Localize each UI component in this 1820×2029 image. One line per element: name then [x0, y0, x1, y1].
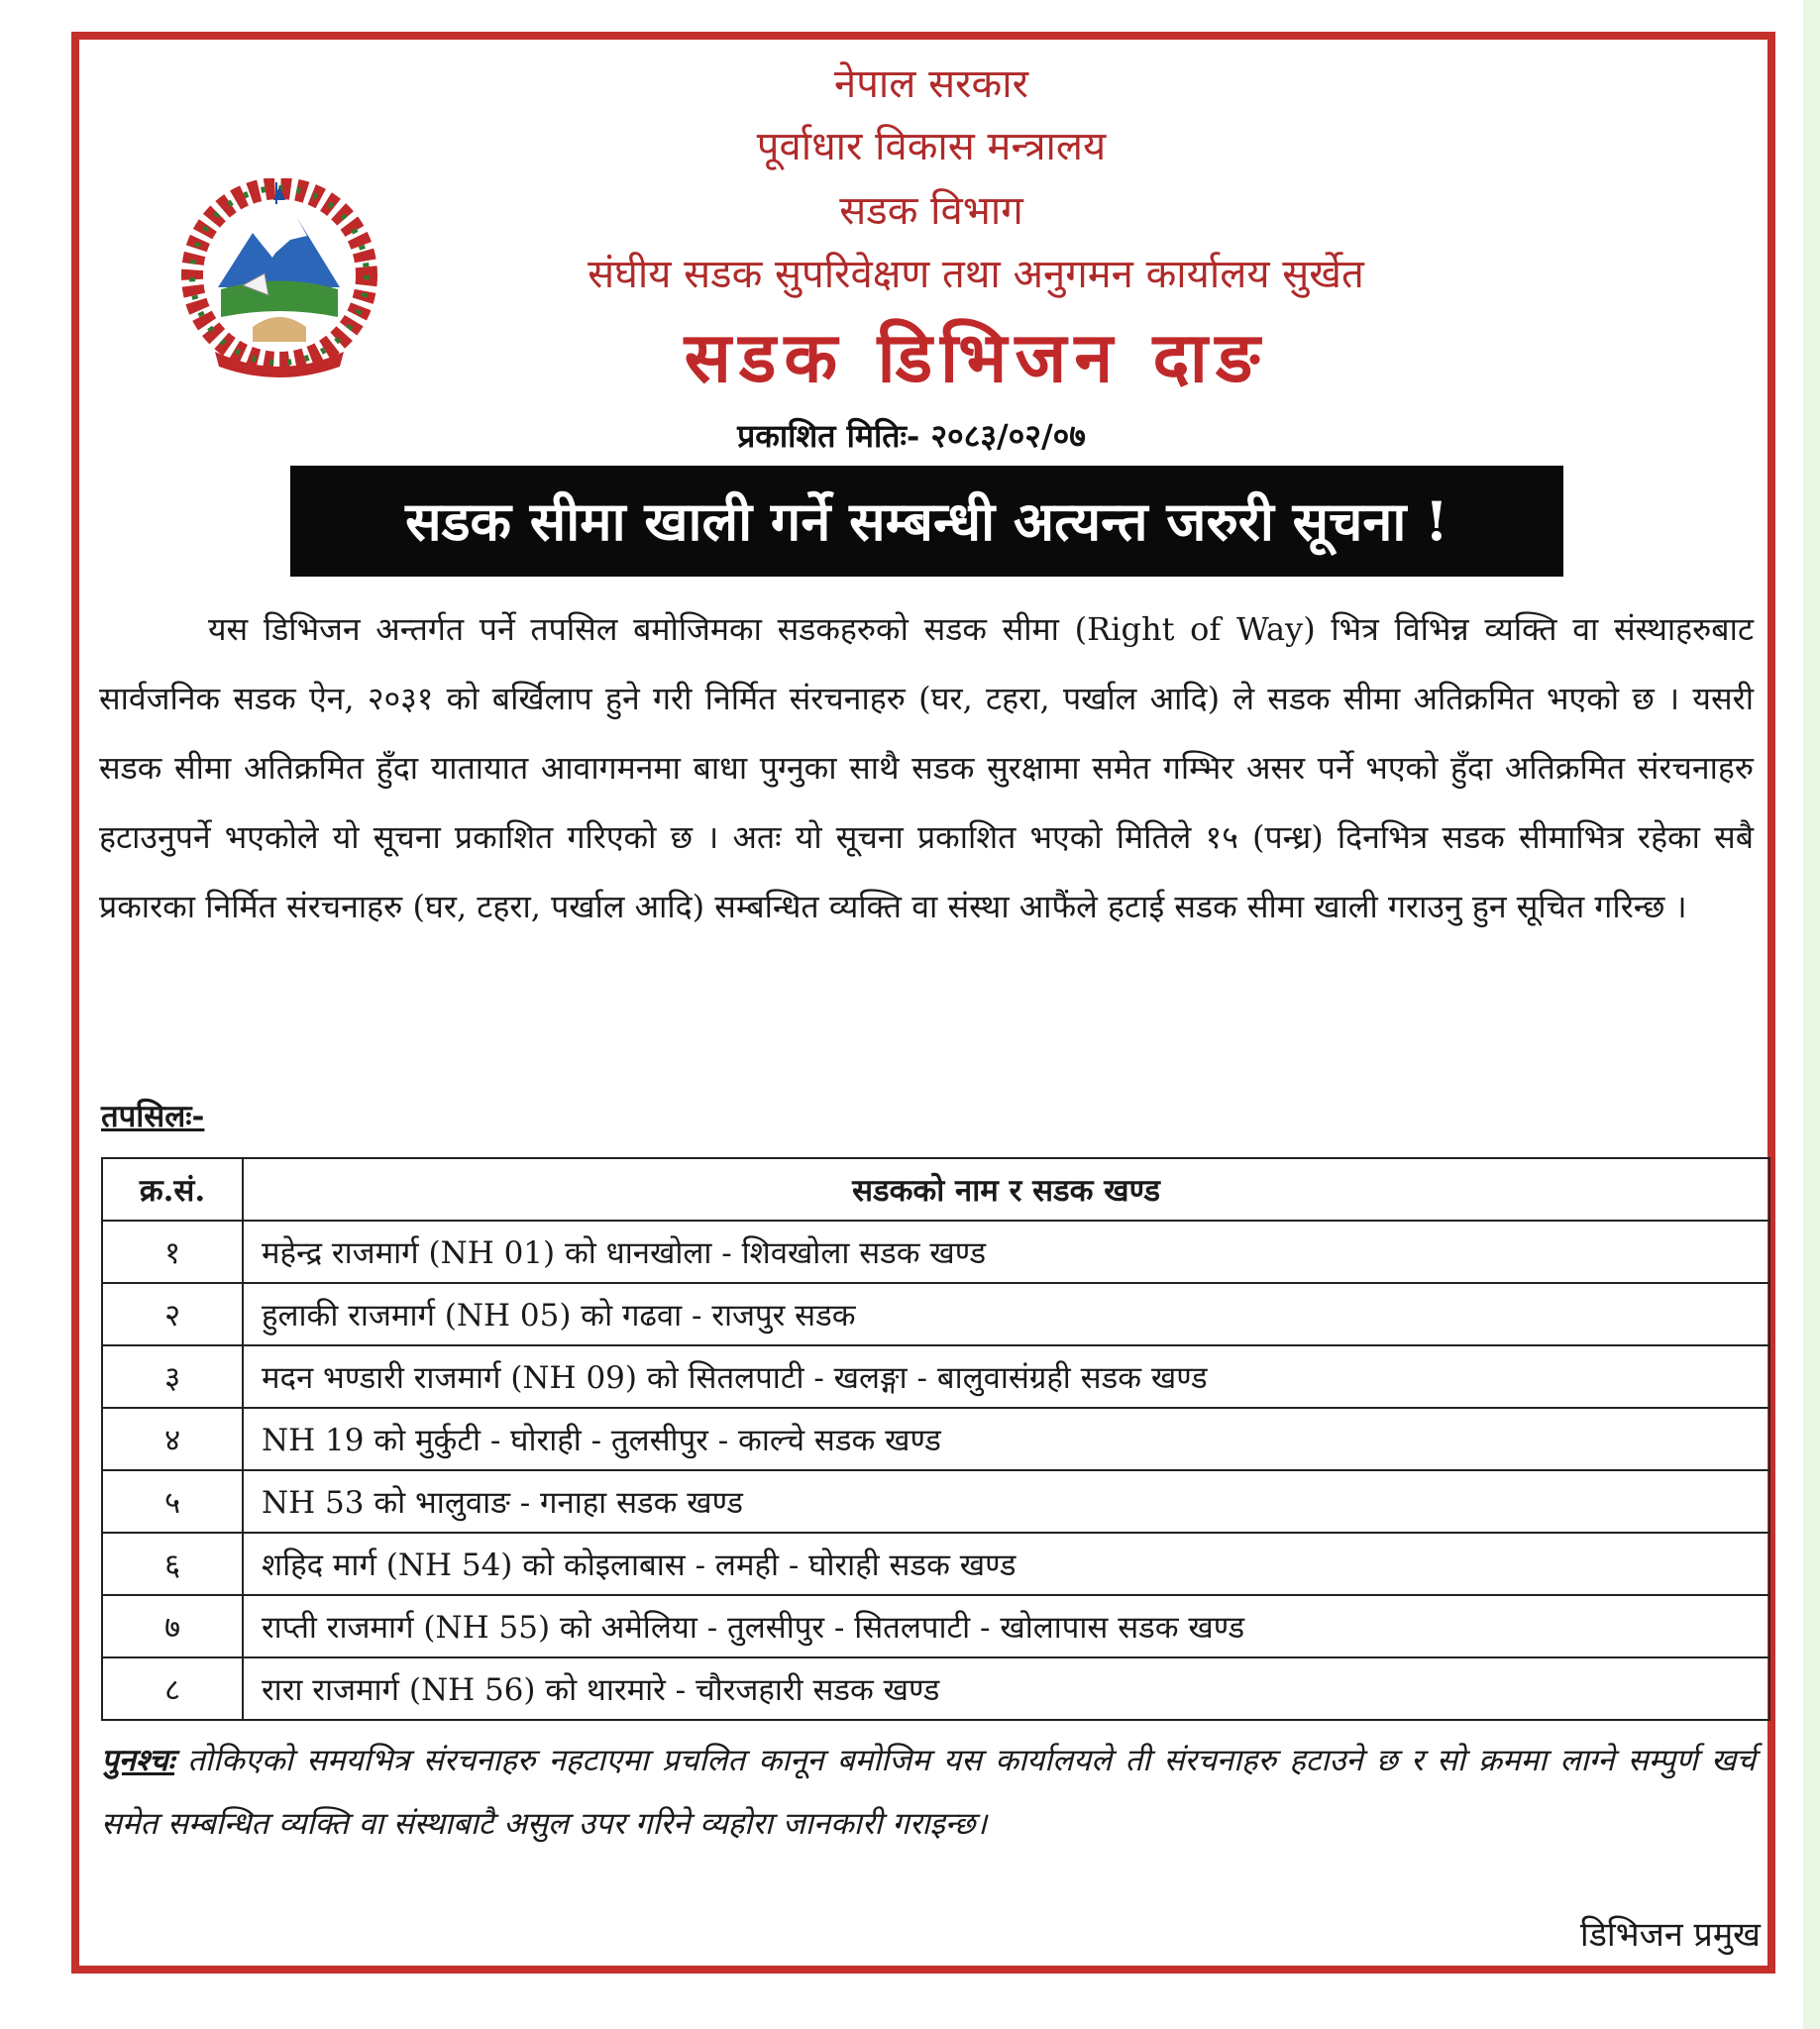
- row-road-name: NH 19 को मुर्कुटी - घोराही - तुलसीपुर - काल्चे सडक खण्ड: [243, 1408, 1769, 1470]
- header-ministry: पूर्वाधार विकास मन्त्रालय: [756, 124, 1107, 169]
- table-row: [102, 1533, 1769, 1595]
- column-header-serial: क्र.सं.: [102, 1158, 243, 1221]
- row-road-name: राप्ती राजमार्ग (NH 55) को अमेलिया - तुलसीपुर - सितलपाटी - खोलापास सडक खण्ड: [243, 1595, 1769, 1657]
- row-road-name: NH 53 को भालुवाङ - गनाहा सडक खण्ड: [243, 1470, 1769, 1533]
- header-department: सडक विभाग: [839, 188, 1023, 234]
- signature-division-chief: डिभिजन प्रमुख: [1579, 1915, 1761, 1955]
- row-serial: ७: [102, 1595, 243, 1657]
- details-label: तपसिलः-: [101, 1099, 205, 1134]
- table-header-row: [102, 1158, 1769, 1221]
- row-road-name: रारा राजमार्ग (NH 56) को थारमारे - चौरजहारी सडक खण्ड: [243, 1657, 1769, 1720]
- row-road-name: शहिद मार्ग (NH 54) को कोइलाबास - लमही - घोराही सडक खण्ड: [243, 1533, 1769, 1595]
- road-sections-table: [101, 1157, 1770, 1721]
- table-row: [102, 1470, 1769, 1533]
- postscript-text: तोकिएको समयभित्र संरचनाहरु नहटाएमा प्रचलित कानून बमोजिम यस कार्यालयले ती संरचनाहरु हटाउने छ र सो क्रममा लाग्ने सम्पुर्ण खर्च समेत सम्बन्धित व्यक्ति वा संस्थाबाटै असुल उपर गरिने व्यहोरा जानकारी गराइन्छ।: [101, 1743, 1756, 1842]
- row-road-name: हुलाकी राजमार्ग (NH 05) को गढवा - राजपुर सडक: [243, 1283, 1769, 1345]
- row-road-name: मदन भण्डारी राजमार्ग (NH 09) को सितलपाटी - खलङ्गा - बालुवासंग्रही सडक खण्ड: [243, 1345, 1769, 1408]
- row-serial: ५: [102, 1470, 243, 1533]
- table-row: [102, 1283, 1769, 1345]
- table-row: [102, 1657, 1769, 1720]
- row-serial: १: [102, 1221, 243, 1283]
- table-row: [102, 1408, 1769, 1470]
- postscript-label: पुनश्चः: [101, 1743, 174, 1778]
- notice-title-banner: सडक सीमा खाली गर्ने सम्बन्धी अत्यन्त जरुरी सूचना !: [290, 466, 1563, 577]
- published-date: प्रकाशित मितिः- २०८३/०२/०७: [737, 417, 1086, 455]
- row-serial: ३: [102, 1345, 243, 1408]
- row-serial: ४: [102, 1408, 243, 1470]
- row-road-name: महेन्द्र राजमार्ग (NH 01) को धानखोला - शिवखोला सडक खण्ड: [243, 1221, 1769, 1283]
- notice-body: [99, 594, 1754, 941]
- table-row: [102, 1595, 1769, 1657]
- row-serial: ६: [102, 1533, 243, 1595]
- notice-body-text: यस डिभिजन अन्तर्गत पर्ने तपसिल बमोजिमका सडकहरुको सडक सीमा (Right of Way) भित्र विभिन्न व्यक्ति वा संस्थाहरुबाट सार्वजनिक सडक ऐन, २०३१ को बर्खिलाप हुने गरी निर्मित संरचनाहरु (घर, टहरा, पर्खाल आदि) ले सडक सीमा अतिक्रमित भएको छ । यसरी सडक सीमा अतिक्रमित हुँदा यातायात आवागमनमा बाधा पुग्नुका साथै सडक सुरक्षामा समेत गम्भिर असर पर्ने भएको हुँदा अतिक्रमित संरचनाहरु हटाउनुपर्ने भएकोले यो सूचना प्रकाशित गरिएको छ । अतः यो सूचना प्रकाशित भएको मितिले १५ (पन्ध्र) दिनभित्र सडक सीमाभित्र रहेका सबै प्रकारका निर्मित संरचनाहरु (घर, टहरा, पर्खाल आदि) सम्बन्धित व्यक्ति वा संस्था आफैंले हटाई सडक सीमा खाली गराउनु हुन सूचित गरिन्छ ।: [99, 610, 1754, 925]
- row-serial: ८: [102, 1657, 243, 1720]
- table-row: [102, 1221, 1769, 1283]
- column-header-road-name: सडकको नाम र सडक खण्ड: [243, 1158, 1769, 1221]
- header-office: संघीय सडक सुपरिवेक्षण तथा अनुगमन कार्यालय सुर्खेत: [588, 252, 1364, 297]
- page-edge-strip: [1803, 0, 1820, 2029]
- postscript: [101, 1729, 1756, 1856]
- header-division: सडक डिभिजन दाङ: [684, 316, 1268, 398]
- table-row: [102, 1345, 1769, 1408]
- header-government: नेपाल सरकार: [834, 61, 1028, 107]
- row-serial: २: [102, 1283, 243, 1345]
